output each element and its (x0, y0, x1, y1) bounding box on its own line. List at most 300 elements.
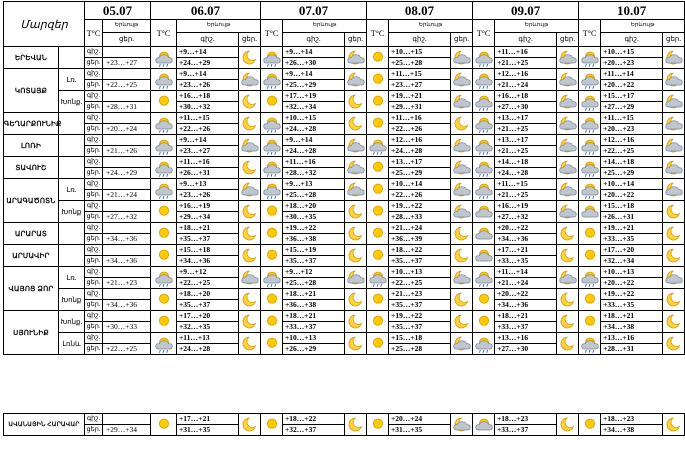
temp-value: +11…+16 (389, 113, 451, 124)
temp-value: +34…+38 (601, 322, 663, 333)
temp-value: +25…+29 (283, 80, 345, 91)
date-8: 08.07 (367, 2, 473, 20)
weather-icon-night (451, 157, 473, 179)
temp-value: +31…+35 (177, 425, 239, 436)
weather-icon-night (663, 179, 685, 201)
weather-icon-night (451, 414, 473, 436)
weather-icon-night (663, 414, 685, 436)
subregion-label (59, 157, 85, 179)
temp-value: +34…+36 (495, 300, 557, 311)
forecast-table (3, 1, 685, 355)
temp-value: +34…+36 (177, 256, 239, 267)
temp-value: +11…+16 (177, 157, 239, 168)
region-name: ՎԱՅՈՑ ՁՈՐ (4, 267, 59, 311)
temp-value: +22…+25 (177, 278, 239, 289)
weather-icon-night (663, 201, 685, 223)
region-name: ԿՈՏԱՅՔ (4, 69, 59, 113)
weather-icon-night (345, 157, 367, 179)
temp-value (103, 414, 151, 425)
temp-value: +13…+16 (601, 333, 663, 344)
temp-value: +18…+20 (177, 289, 239, 300)
temp-value: +20…+22 (601, 80, 663, 91)
temp-value (103, 311, 151, 322)
night-label: գիշ. (85, 179, 103, 190)
temp-value: +23…+27 (389, 80, 451, 91)
table-row (4, 69, 685, 80)
temp-value: +33…+35 (601, 300, 663, 311)
temp-value: +18…+21 (177, 223, 239, 234)
temp-value: +12…+16 (389, 135, 451, 146)
weather-icon-night (345, 223, 367, 245)
temp-value: +34…+38 (601, 425, 663, 436)
day-label: ցեր. (85, 190, 103, 201)
day-header: ցեր. (451, 32, 473, 46)
weather-icon-night (663, 289, 685, 311)
weather-icon-day (579, 245, 601, 267)
weather-icon-night (663, 113, 685, 135)
temp-value: +33…+37 (495, 425, 557, 436)
subregion-label: Խոնք. (59, 311, 85, 333)
temp-value: +24…+28 (177, 344, 239, 355)
weather-icon-day (367, 135, 389, 157)
temp-value: +24…+28 (495, 168, 557, 179)
temp-value: +10…+14 (389, 179, 451, 190)
weather-icon-night (451, 179, 473, 201)
weather-icon-night (345, 201, 367, 223)
weather-icon-day (151, 223, 177, 245)
subregion-label (59, 113, 85, 135)
temp-value: +35…+37 (389, 256, 451, 267)
day-label: ցեր. (85, 212, 103, 223)
day-label: ցեր. (85, 278, 103, 289)
temp-header: T°C (85, 20, 103, 47)
weather-icon-night (663, 135, 685, 157)
day-header: ցեր. (557, 32, 579, 46)
weather-icon-day (473, 223, 495, 245)
temp-value: +30…+32 (177, 102, 239, 113)
temp-value: +19…+22 (601, 289, 663, 300)
temp-value: +14…+18 (601, 157, 663, 168)
temp-value: +19…+22 (389, 311, 451, 322)
weather-icon-day (367, 157, 389, 179)
temp-value: +17…+21 (177, 414, 239, 425)
weather-icon-night (239, 311, 261, 333)
temp-value: +25…+29 (389, 168, 451, 179)
temp-value: +13…+17 (495, 113, 557, 124)
temp-value: +9…+14 (177, 47, 239, 58)
temp-value: +35…+37 (283, 256, 345, 267)
temp-value: +21…+26 (103, 146, 151, 157)
weather-icon-day (261, 333, 283, 355)
weather-icon-night (557, 333, 579, 355)
weather-icon-day (579, 311, 601, 333)
subregion-label: Խոնք (59, 201, 85, 223)
temp-value: +11…+16 (495, 47, 557, 58)
night-header: գիշ. (177, 32, 239, 46)
temp-value: +27…+32 (495, 212, 557, 223)
temp-value (103, 333, 151, 344)
subregion-label: Խոնք. (59, 91, 85, 113)
table-row (4, 135, 685, 146)
weather-icon-day (473, 135, 495, 157)
temp-value: +24…+29 (177, 58, 239, 69)
temp-value: +32…+34 (283, 102, 345, 113)
weather-icon-day (367, 223, 389, 245)
subregion-label (59, 223, 85, 245)
weather-icon-night (345, 135, 367, 157)
weather-icon-night (239, 201, 261, 223)
temp-value (103, 201, 151, 212)
temp-value: +20…+23 (601, 124, 663, 135)
table-row (4, 289, 685, 300)
temp-value: +29…+34 (177, 212, 239, 223)
weather-icon-day (261, 201, 283, 223)
day-header: ցեր. (239, 32, 261, 46)
weather-icon-day (151, 414, 177, 436)
temp-value (103, 113, 151, 124)
weather-icon-day (367, 47, 389, 69)
day-header: ցեր. (663, 32, 685, 46)
temp-value: +25…+28 (389, 58, 451, 69)
weather-icon-day (473, 47, 495, 69)
temp-value: +27…+30 (495, 344, 557, 355)
temp-value: +21…+24 (103, 190, 151, 201)
temp-value: +9…+14 (283, 69, 345, 80)
night-header: գիշ. (389, 32, 451, 46)
night-label: գիշ. (85, 69, 103, 80)
forecast-header: Երևույթ (103, 20, 151, 33)
weather-icon-day (151, 289, 177, 311)
temp-value: +32…+35 (177, 322, 239, 333)
weather-icon-day (579, 113, 601, 135)
weather-icon-day (473, 157, 495, 179)
weather-icon-day (473, 179, 495, 201)
temp-value (103, 157, 151, 168)
weather-icon-night (239, 113, 261, 135)
weather-icon-day (261, 223, 283, 245)
weather-icon-day (579, 135, 601, 157)
weather-icon-night (557, 267, 579, 289)
temp-value: +24…+28 (283, 124, 345, 135)
temp-value: +9…+14 (177, 135, 239, 146)
night-label: գիշ. (85, 333, 103, 344)
weather-icon-day (261, 113, 283, 135)
night-label: գիշ. (85, 135, 103, 146)
weather-icon-night (451, 47, 473, 69)
temp-value: +16…+18 (495, 91, 557, 102)
weather-icon-night (663, 157, 685, 179)
weather-icon-night (239, 333, 261, 355)
night-label: գիշ. (85, 267, 103, 278)
weather-icon-day (261, 289, 283, 311)
date-10: 10.07 (579, 2, 685, 20)
temp-value: +22…+25 (601, 146, 663, 157)
day-label: ցեր. (85, 425, 103, 436)
temp-value: +18…+21 (601, 311, 663, 322)
weather-icon-night (663, 311, 685, 333)
date-6: 06.07 (151, 2, 261, 20)
weather-icon-night (557, 135, 579, 157)
temp-value: +11…+16 (283, 157, 345, 168)
weather-icon-day (473, 267, 495, 289)
day-label: ցեր. (85, 234, 103, 245)
temp-value: +32…+37 (283, 425, 345, 436)
temp-value (103, 179, 151, 190)
weather-icon-night (345, 69, 367, 91)
weather-icon-night (557, 289, 579, 311)
weather-icon-night (239, 223, 261, 245)
temp-value: +14…+18 (495, 157, 557, 168)
temp-value: +11…+15 (495, 179, 557, 190)
temp-value: +11…+14 (495, 267, 557, 278)
night-label: գիշ. (85, 311, 103, 322)
weather-icon-day (367, 245, 389, 267)
temp-value: +35…+37 (389, 300, 451, 311)
day-label: ցեր. (85, 344, 103, 355)
temp-value: +18…+22 (389, 245, 451, 256)
weather-icon-night (345, 113, 367, 135)
temp-header: T°C (151, 20, 177, 47)
date-7: 07.07 (261, 2, 367, 20)
table-row (4, 245, 685, 256)
temp-value: +18…+23 (495, 414, 557, 425)
weather-icon-night (557, 91, 579, 113)
temp-value: +21…+24 (495, 80, 557, 91)
weather-icon-day (151, 333, 177, 355)
weather-icon-night (451, 113, 473, 135)
weather-icon-day (151, 245, 177, 267)
day-label: ցեր. (85, 300, 103, 311)
temp-value: +29…+34 (103, 425, 151, 436)
table-row (4, 201, 685, 212)
temp-value: +31…+35 (389, 425, 451, 436)
day-label: ցեր. (85, 102, 103, 113)
subregion-label: Լռ. (59, 267, 85, 289)
region-name: ՍՅՈՒՆԻՔ (4, 311, 59, 355)
subregion-label (59, 47, 85, 69)
temp-value: +23…+26 (177, 80, 239, 91)
weather-icon-night (345, 179, 367, 201)
day-label: ցեր. (85, 124, 103, 135)
temp-value (103, 69, 151, 80)
temp-value: +34…+36 (103, 234, 151, 245)
weather-icon-night (451, 245, 473, 267)
weather-icon-night (557, 245, 579, 267)
subregion-label (59, 245, 85, 267)
weather-icon-day (367, 311, 389, 333)
temp-value: +17…+21 (495, 245, 557, 256)
temp-value: +21…+25 (495, 190, 557, 201)
temp-value: +20…+24 (103, 124, 151, 135)
temp-value: +21…+24 (495, 278, 557, 289)
temp-value: +28…+31 (103, 102, 151, 113)
temp-value: +24…+29 (103, 168, 151, 179)
temp-value: +21…+23 (389, 289, 451, 300)
weather-icon-night (557, 311, 579, 333)
region-name: ԼՈՌԻ (4, 135, 59, 157)
temp-value: +34…+36 (495, 234, 557, 245)
temp-value: +19…+21 (601, 223, 663, 234)
region-name: ԵՐԵՎԱՆ (4, 47, 59, 69)
weather-icon-day (579, 179, 601, 201)
subregion-label (59, 135, 85, 157)
temp-value: +10…+15 (283, 113, 345, 124)
temp-value: +28…+31 (601, 344, 663, 355)
temp-value: +9…+12 (177, 267, 239, 278)
weather-icon-day (261, 311, 283, 333)
weather-icon-night (239, 414, 261, 436)
temp-value: +16…+19 (495, 201, 557, 212)
weather-icon-night (663, 47, 685, 69)
weather-icon-day (367, 113, 389, 135)
weather-icon-day (151, 267, 177, 289)
weather-icon-day (261, 179, 283, 201)
night-label: գիշ. (85, 113, 103, 124)
temp-value: +20…+22 (601, 190, 663, 201)
night-label: գիշ. (85, 47, 103, 58)
forecast-header: Երևույթ (283, 20, 367, 33)
temp-value: +20…+22 (495, 289, 557, 300)
weather-icon-day (151, 135, 177, 157)
weather-icon-day (579, 414, 601, 436)
weather-icon-day (151, 91, 177, 113)
day-label: ցեր. (85, 322, 103, 333)
temp-value: +20…+22 (601, 278, 663, 289)
weather-icon-night (663, 69, 685, 91)
day-label: ցեր. (85, 256, 103, 267)
temp-value: +10…+15 (601, 47, 663, 58)
weather-icon-day (151, 157, 177, 179)
temp-value (103, 47, 151, 58)
day-label: ցեր. (85, 58, 103, 69)
temp-value: +17…+19 (283, 91, 345, 102)
weather-icon-night (557, 157, 579, 179)
weather-icon-night (557, 179, 579, 201)
temp-value: +27…+32 (103, 212, 151, 223)
temp-value: +19…+22 (389, 201, 451, 212)
weather-icon-day (151, 179, 177, 201)
temp-value: +23…+27 (103, 58, 151, 69)
table-row (4, 223, 685, 234)
weather-icon-day (151, 47, 177, 69)
temp-value: +28…+32 (283, 168, 345, 179)
temp-value: +19…+21 (389, 91, 451, 102)
temp-value (103, 289, 151, 300)
temp-value: +35…+37 (177, 300, 239, 311)
weather-icon-day (261, 69, 283, 91)
temp-value: +13…+16 (495, 333, 557, 344)
weather-icon-day (473, 69, 495, 91)
region-name: ԱՐՄԱՎԻՐ (4, 245, 59, 267)
region-name: ԱՐԱԳԱԾՈՏՆ (4, 179, 59, 223)
temp-value: +17…+20 (177, 311, 239, 322)
weather-icon-night (451, 333, 473, 355)
temp-value (103, 135, 151, 146)
temp-value: +15…+19 (283, 245, 345, 256)
table-row (4, 91, 685, 102)
temp-value: +32…+34 (601, 256, 663, 267)
temp-value: +18…+23 (601, 414, 663, 425)
temp-value: +20…+22 (495, 223, 557, 234)
temp-value: +12…+16 (601, 135, 663, 146)
weather-icon-night (345, 333, 367, 355)
weather-icon-night (451, 91, 473, 113)
weather-icon-day (579, 91, 601, 113)
temp-value: +34…+36 (103, 256, 151, 267)
date-05: 05.07 (85, 2, 151, 20)
weather-icon-day (579, 333, 601, 355)
weather-icon-night (663, 333, 685, 355)
temp-value: +20…+23 (601, 58, 663, 69)
temp-value: +22…+25 (103, 80, 151, 91)
weather-icon-day (473, 333, 495, 355)
temp-value: +25…+28 (389, 344, 451, 355)
table-row (4, 311, 685, 322)
temp-value: +22…+26 (177, 124, 239, 135)
temp-header: T°C (579, 20, 601, 47)
weather-icon-night (663, 223, 685, 245)
temp-value: +10…+14 (601, 179, 663, 190)
weather-icon-day (367, 179, 389, 201)
temp-value: +23…+26 (177, 190, 239, 201)
temp-value: +33…+37 (283, 322, 345, 333)
weather-icon-day (261, 245, 283, 267)
weather-icon-day (367, 414, 389, 436)
table-row (4, 267, 685, 278)
subregion-label: Լռ. (59, 69, 85, 91)
temp-value (103, 267, 151, 278)
temp-value: +12…+16 (495, 69, 557, 80)
night-label: գիշ. (85, 223, 103, 234)
temp-value: +9…+13 (283, 179, 345, 190)
weather-icon-night (557, 113, 579, 135)
temp-value: +16…+19 (177, 201, 239, 212)
weather-icon-night (557, 69, 579, 91)
temp-value: +11…+14 (601, 69, 663, 80)
region-name: ՏԱՎՈՒՇ (4, 157, 59, 179)
temp-value: +13…+17 (495, 135, 557, 146)
night-label: գիշ. (85, 245, 103, 256)
table-row (4, 157, 685, 168)
weather-icon-night (239, 289, 261, 311)
weather-icon-night (663, 245, 685, 267)
forecast-header: Երևույթ (389, 20, 473, 33)
temp-value: +15…+18 (177, 245, 239, 256)
temp-value: +27…+29 (601, 102, 663, 113)
temp-value: +21…+24 (389, 223, 451, 234)
temp-value: +36…+38 (283, 300, 345, 311)
temp-value: +19…+22 (283, 223, 345, 234)
weather-icon-night (451, 311, 473, 333)
temp-value: +9…+14 (283, 47, 345, 58)
weather-icon-day (367, 69, 389, 91)
temp-value: +11…+15 (389, 69, 451, 80)
temp-value: +18…+21 (495, 311, 557, 322)
temp-value: +35…+37 (389, 322, 451, 333)
night-label: գիշ. (85, 91, 103, 102)
temp-value: +9…+12 (283, 267, 345, 278)
day-header: ցեր. (103, 32, 151, 46)
temp-value: +18…+20 (283, 201, 345, 212)
weather-icon-night (239, 135, 261, 157)
weather-icon-day (579, 267, 601, 289)
temp-value: +15…+17 (601, 91, 663, 102)
temp-header: T°C (261, 20, 283, 47)
night-label: գիշ. (85, 201, 103, 212)
weather-icon-night (451, 289, 473, 311)
weather-icon-night (451, 135, 473, 157)
weather-icon-day (151, 69, 177, 91)
